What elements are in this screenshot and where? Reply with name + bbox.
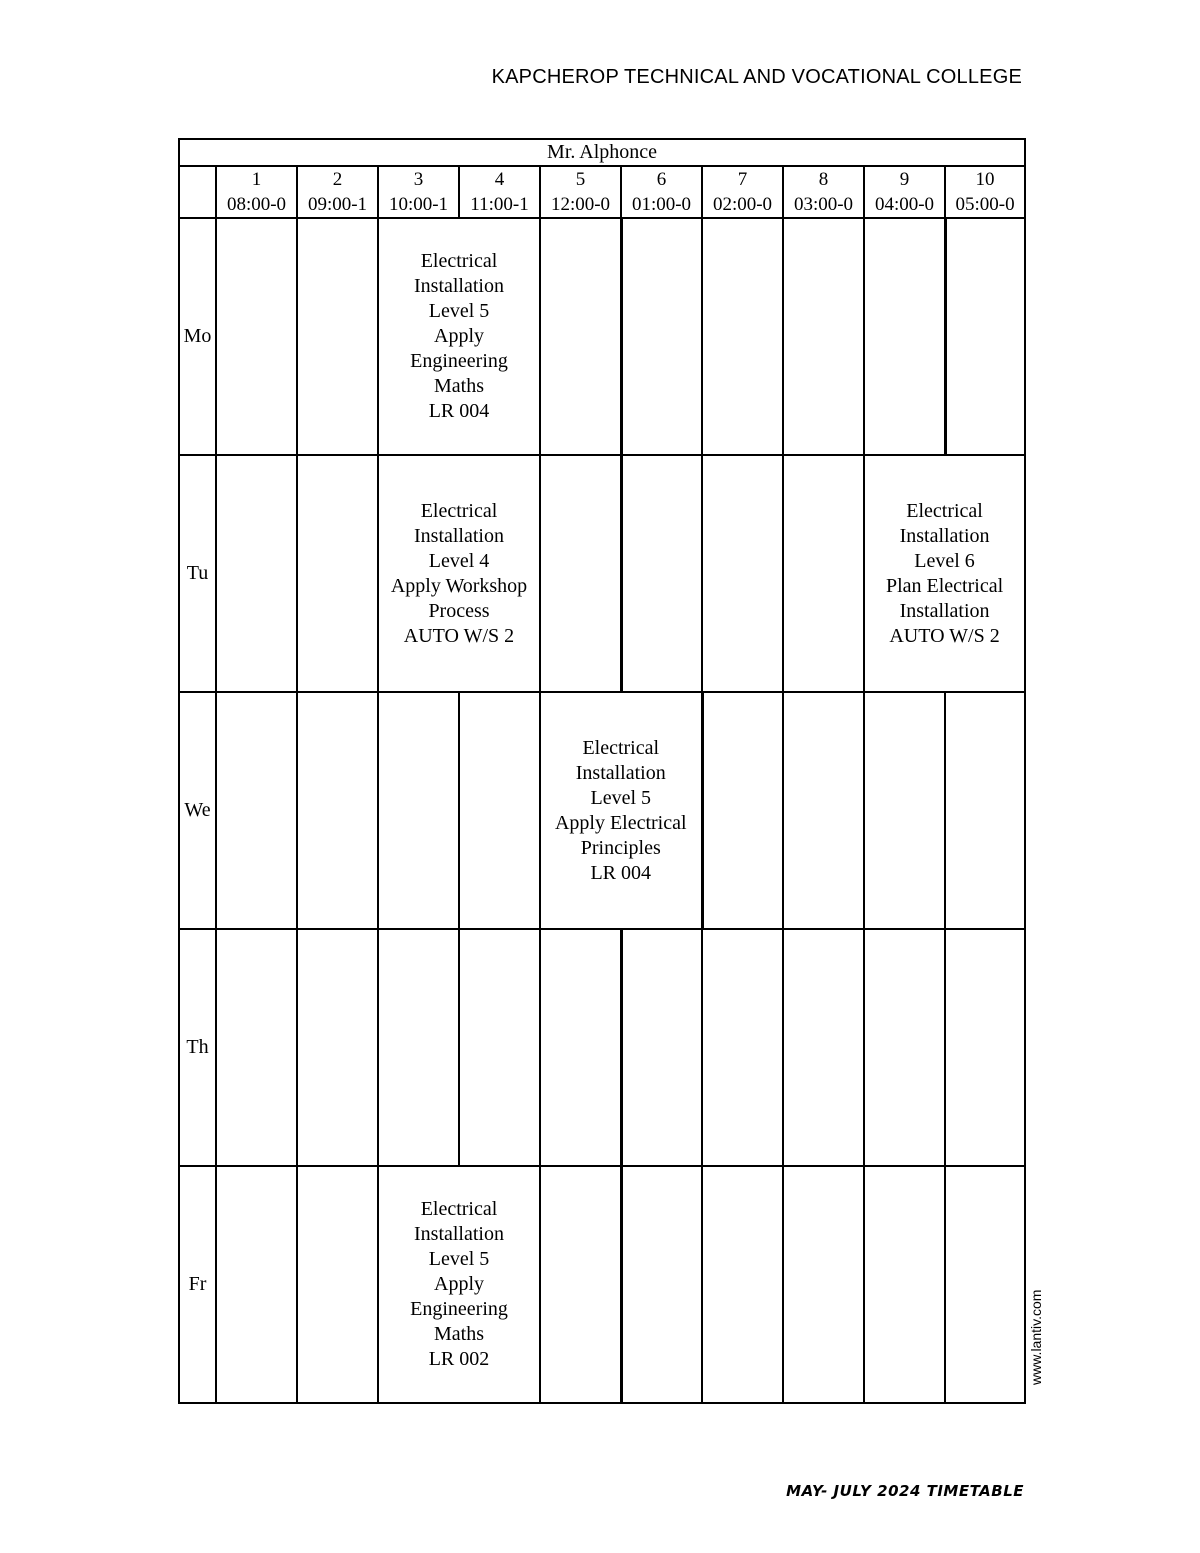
empty-slot	[621, 455, 702, 692]
day-row-tuesday	[179, 455, 1025, 692]
empty-slot	[297, 929, 378, 1166]
day-row-wednesday	[179, 692, 1025, 929]
period-header: 2 09:00-1	[297, 166, 378, 218]
empty-slot	[216, 218, 297, 455]
day-label: Tu	[179, 455, 216, 692]
period-header: 6 01:00-0	[621, 166, 702, 218]
timetable	[178, 138, 1026, 1404]
empty-slot	[621, 1166, 702, 1403]
period-header-row	[179, 166, 1025, 218]
empty-slot	[297, 692, 378, 929]
period-header: 5 12:00-0	[540, 166, 621, 218]
empty-slot	[216, 692, 297, 929]
empty-slot	[540, 455, 621, 692]
empty-slot	[702, 218, 783, 455]
day-row-monday	[179, 218, 1025, 455]
empty-slot	[297, 455, 378, 692]
empty-slot	[378, 929, 459, 1166]
empty-slot	[702, 929, 783, 1166]
day-label: Th	[179, 929, 216, 1166]
teacher-name: Mr. Alphonce	[179, 139, 1025, 166]
period-header: 10 05:00-0	[945, 166, 1025, 218]
empty-slot	[297, 1166, 378, 1403]
college-name: KAPCHEROP TECHNICAL AND VOCATIONAL COLLEGE	[491, 66, 1022, 88]
empty-slot	[621, 218, 702, 455]
day-label: We	[179, 692, 216, 929]
empty-slot	[297, 218, 378, 455]
empty-slot	[540, 1166, 621, 1403]
empty-slot	[783, 929, 864, 1166]
empty-slot	[945, 1166, 1025, 1403]
empty-slot	[945, 929, 1025, 1166]
empty-slot	[702, 692, 783, 929]
lesson-cell: Electrical Installation Level 4 Apply Workshop Process AUTO W/S 2	[378, 455, 540, 692]
lesson-cell: Electrical Installation Level 5 Apply Engineering Maths LR 002	[378, 1166, 540, 1403]
empty-slot	[702, 1166, 783, 1403]
watermark-url: www.lantiv.com	[1028, 1289, 1044, 1385]
empty-slot	[216, 929, 297, 1166]
lesson-cell: Electrical Installation Level 5 Apply Electrical Principles LR 004	[540, 692, 702, 929]
empty-slot	[945, 692, 1025, 929]
empty-slot	[783, 1166, 864, 1403]
empty-slot	[864, 692, 945, 929]
empty-slot	[864, 218, 945, 455]
empty-slot	[783, 455, 864, 692]
period-header: 9 04:00-0	[864, 166, 945, 218]
empty-slot	[540, 929, 621, 1166]
empty-slot	[783, 692, 864, 929]
teacher-row	[179, 139, 1025, 166]
period-header: 8 03:00-0	[783, 166, 864, 218]
period-header: 7 02:00-0	[702, 166, 783, 218]
empty-slot	[378, 692, 459, 929]
empty-slot	[216, 1166, 297, 1403]
empty-slot	[459, 692, 540, 929]
lesson-cell: Electrical Installation Level 5 Apply Engineering Maths LR 004	[378, 218, 540, 455]
period-header: 3 10:00-1	[378, 166, 459, 218]
empty-slot	[216, 455, 297, 692]
timetable-term: MAY- JULY 2024 TIMETABLE	[786, 1482, 1024, 1500]
empty-slot	[945, 218, 1025, 455]
day-row-thursday	[179, 929, 1025, 1166]
day-row-friday	[179, 1166, 1025, 1403]
corner-cell	[179, 166, 216, 218]
empty-slot	[864, 1166, 945, 1403]
empty-slot	[783, 218, 864, 455]
day-label: Mo	[179, 218, 216, 455]
period-header: 1 08:00-0	[216, 166, 297, 218]
day-label: Fr	[179, 1166, 216, 1403]
period-header: 4 11:00-1	[459, 166, 540, 218]
empty-slot	[702, 455, 783, 692]
empty-slot	[540, 218, 621, 455]
empty-slot	[459, 929, 540, 1166]
empty-slot	[864, 929, 945, 1166]
empty-slot	[621, 929, 702, 1166]
lesson-cell: Electrical Installation Level 6 Plan Electrical Installation AUTO W/S 2	[864, 455, 1025, 692]
